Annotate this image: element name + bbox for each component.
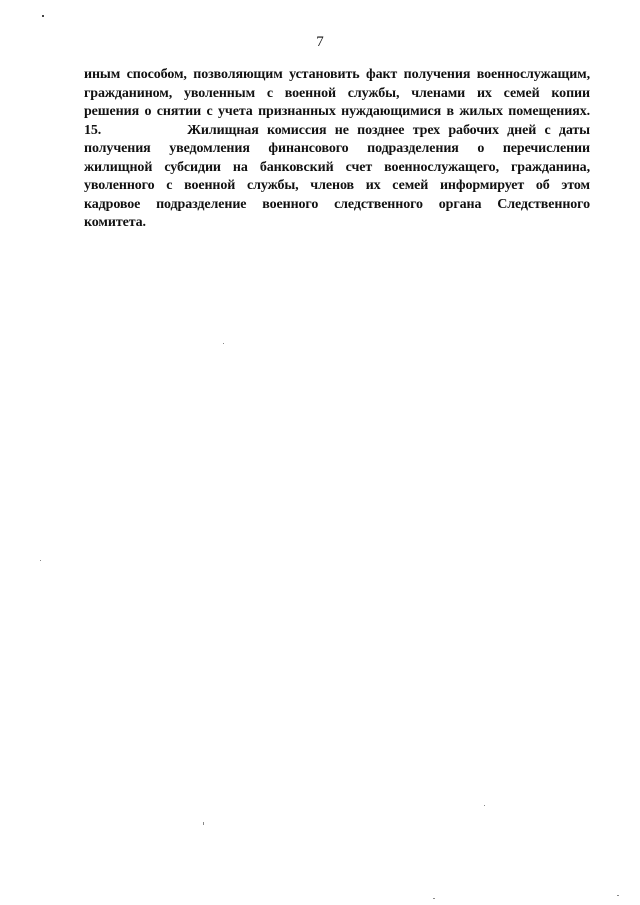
text-line: кадровое подразделение военного следственного органа Следственного [84, 196, 590, 212]
page-number: 7 [316, 34, 324, 50]
paragraph-number: 15. [84, 122, 102, 138]
scan-speck [42, 15, 44, 17]
text-line: решения о снятии с учета признанных нуждающимися в жилых помещениях. [84, 104, 590, 119]
paragraph-15 [84, 122, 590, 233]
paragraph-continuation [84, 66, 590, 122]
scan-speck [223, 343, 224, 344]
text-line: Жилищная комиссия не позднее трех рабочих дней с даты [187, 122, 590, 138]
text-line-first [84, 122, 590, 141]
text-line: уволенного с военной службы, членов их семей информирует об этом [84, 178, 590, 193]
scan-speck [203, 822, 204, 825]
scan-speck [433, 898, 435, 899]
scan-speck [40, 560, 41, 561]
text-line: комитета. [84, 215, 146, 230]
scan-speck [484, 805, 485, 806]
scan-speck [617, 895, 619, 896]
text-line: жилищной субсидии на банковский счет военнослужащего, гражданина, [84, 159, 590, 175]
document-body [84, 66, 590, 233]
text-line: иным способом, позволяющим установить факт получения военнослужащим, [84, 67, 590, 82]
text-line: гражданином, уволенным с военной службы, членами их семей копии [84, 85, 590, 101]
text-line: получения уведомления финансового подразделения о перечислении [84, 141, 590, 156]
